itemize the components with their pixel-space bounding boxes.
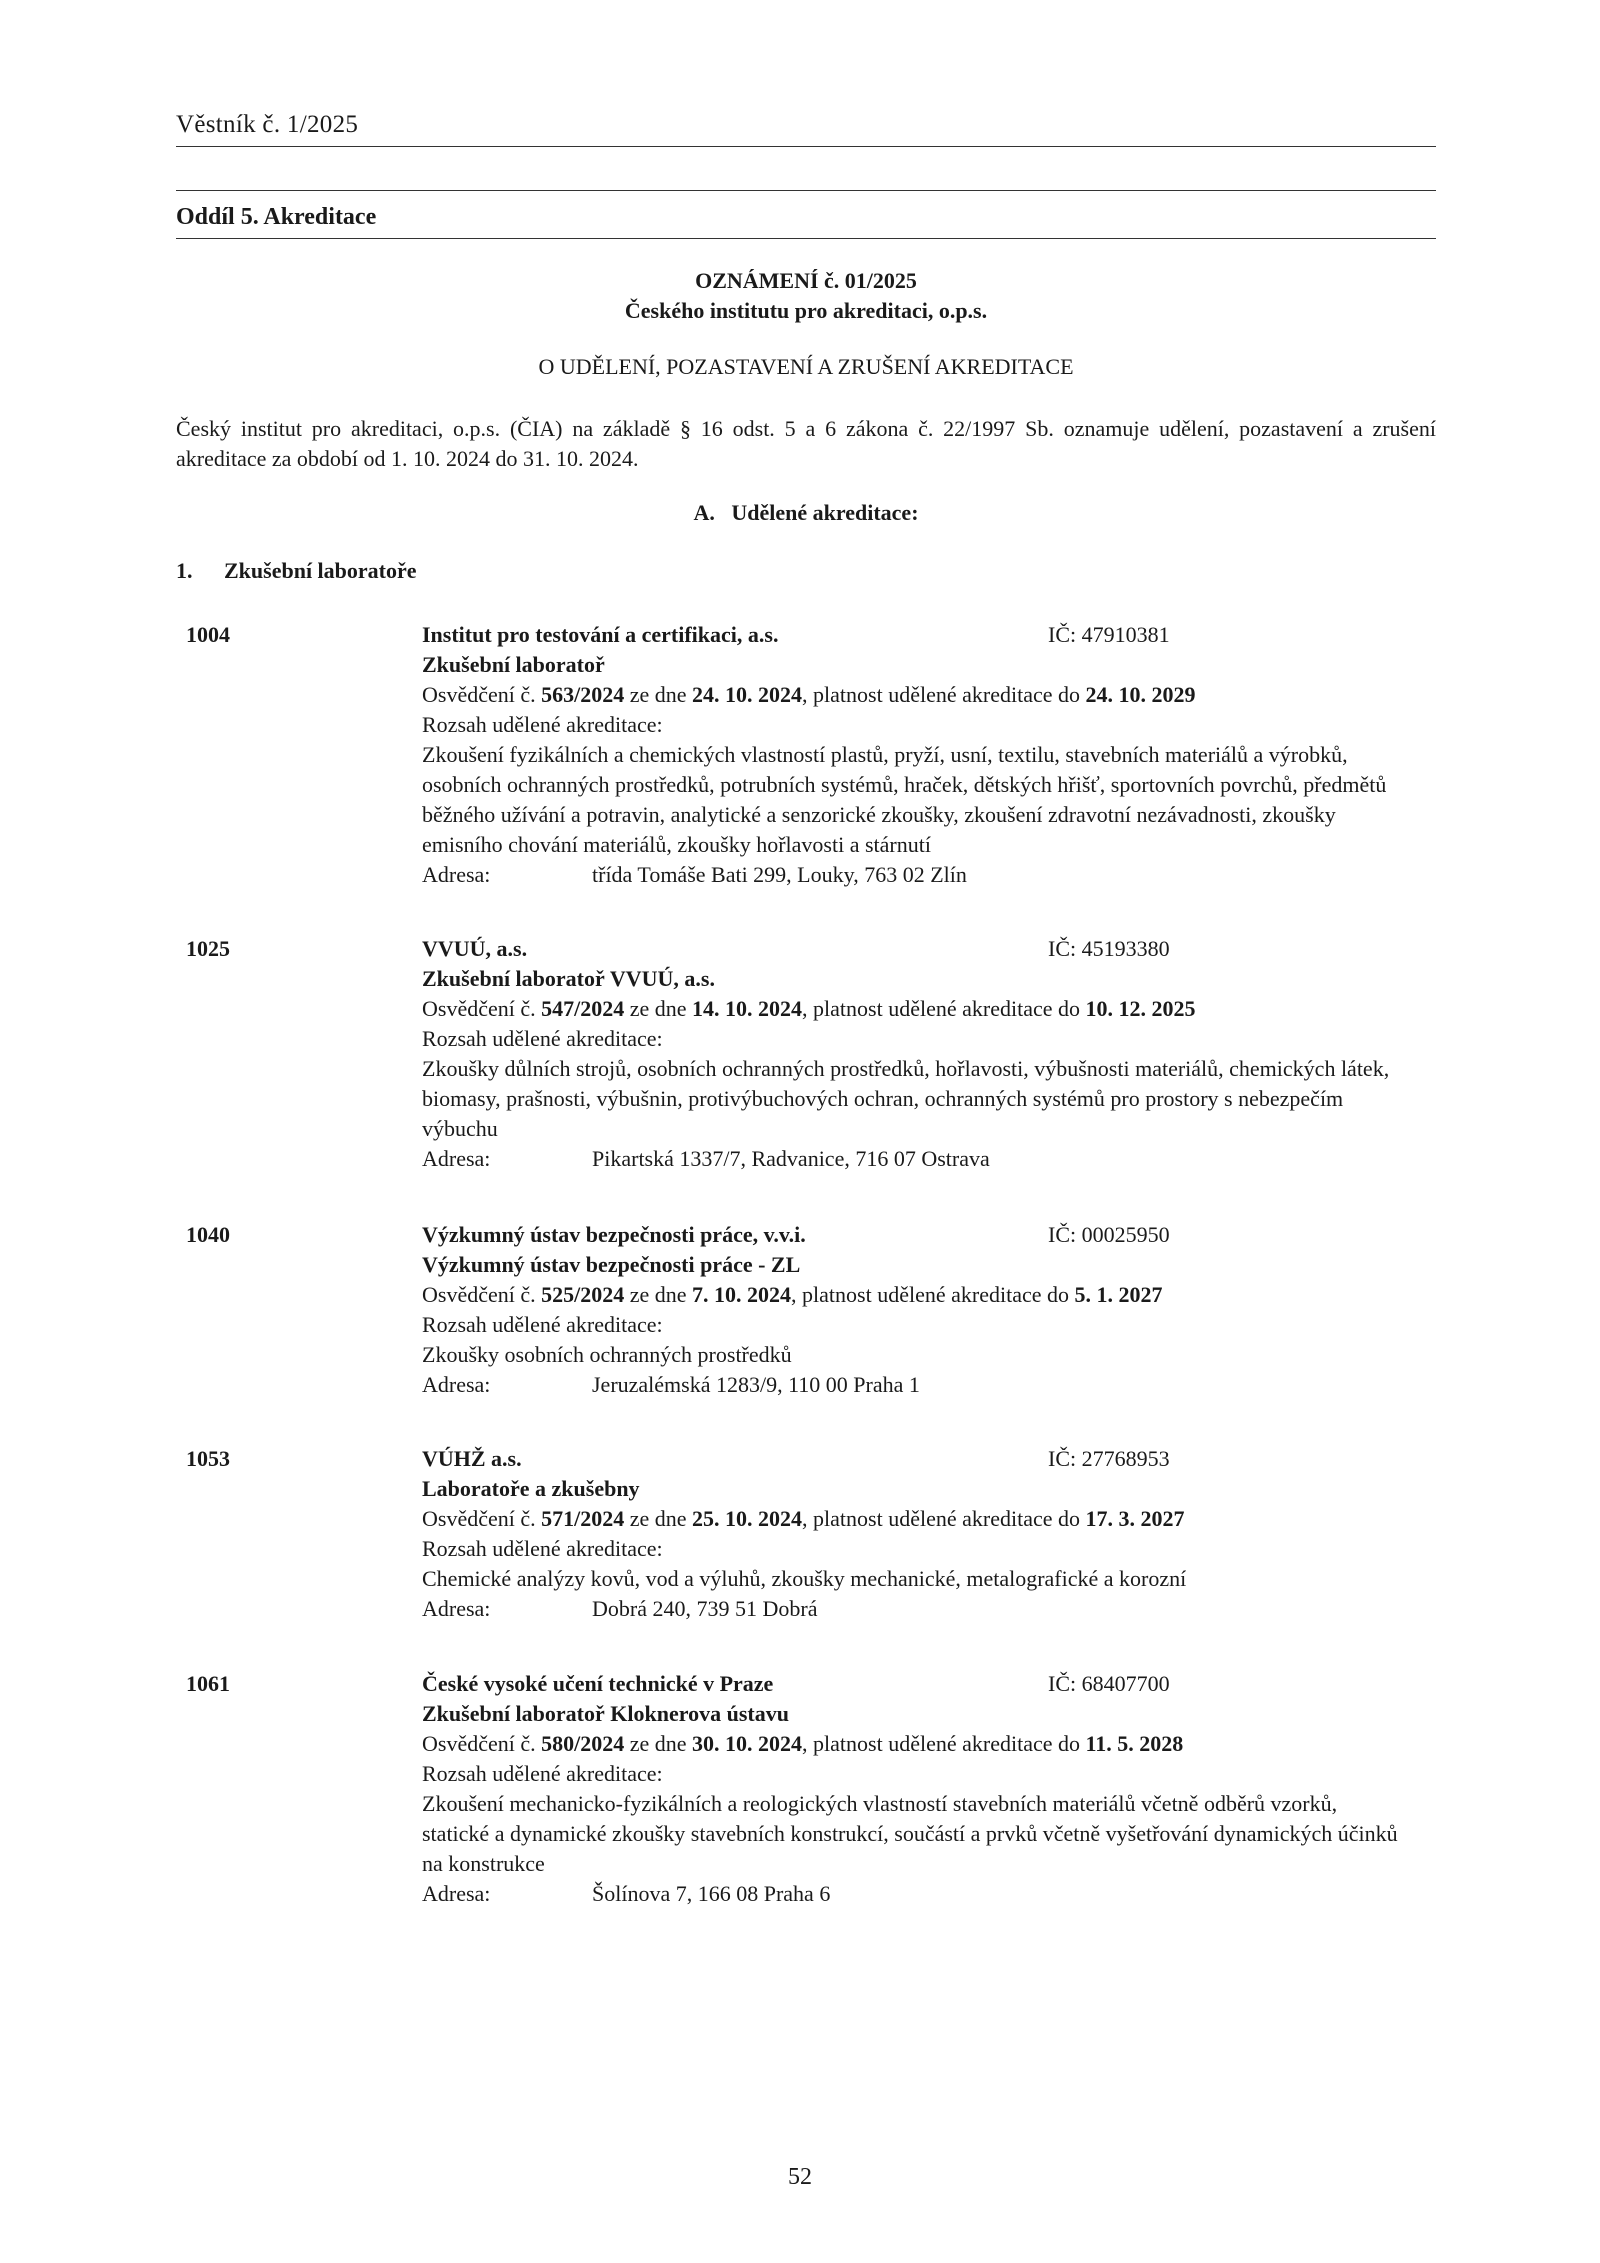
entry-unit: Zkušební laboratoř Kloknerova ústavu [422,1701,789,1726]
section-bottom-rule [176,238,1436,239]
cert-prefix: Osvědčení č. [422,1506,542,1531]
cert-number: 525/2024 [541,1282,625,1307]
cert-prefix: Osvědčení č. [422,996,542,1021]
entry-scope: Zkoušky důlních strojů, osobních ochranných prostředků, hořlavosti, výbušnosti materiálů, chemických látek, biomasy, prašnosti, výbušnin, protivýbuchových ochran, ochranných systémů pro prostory s nebezpečím výbuchu [422,1056,1390,1141]
entry-company-id: IČ: 47910381 [1048,622,1170,647]
cert-number: 563/2024 [541,682,625,707]
entry-organization: VVUÚ, a.s. [422,936,528,961]
cert-prefix: Osvědčení č. [422,682,542,707]
scope-label: Rozsah udělené akreditace: [422,1312,663,1337]
subsection-title [176,558,417,584]
cert-number: 547/2024 [541,996,625,1021]
address-value: Dobrá 240, 739 51 Dobrá [592,1596,818,1621]
entry-address [422,1879,1432,1909]
cert-validity-label: , platnost udělené akreditace do [802,682,1086,707]
scope-label: Rozsah udělené akreditace: [422,1761,663,1786]
entry-unit: Výzkumný ústav bezpečnosti práce - ZL [422,1252,801,1277]
entry-certificate [422,680,1432,710]
entry-company-id: IČ: 27768953 [1048,1446,1170,1471]
cert-date: 24. 10. 2024 [692,682,803,707]
page-number: 52 [788,2164,812,2190]
cert-valid-until: 11. 5. 2028 [1085,1731,1184,1756]
entry-certificate [422,1280,1432,1310]
cert-mid: ze dne [624,682,693,707]
cert-prefix: Osvědčení č. [422,1731,542,1756]
part-a-title: A. Udělené akreditace: [693,500,919,525]
page-header [176,110,1436,140]
scope-label: Rozsah udělené akreditace: [422,1026,663,1051]
entry-organization: VÚHŽ a.s. [422,1446,522,1471]
bulletin-title: Věstník č. 1/2025 [176,111,359,138]
entry-code: 1053 [186,1446,230,1471]
entry-scope: Zkoušení fyzikálních a chemických vlastností plastů, pryží, usní, textilu, stavebních materiálů a výrobků, osobních ochranných prostředků, potrubních systémů, hraček, dětských hřišť, sportovních povrchů, předmětů běžného užívání a potravin, analytické a senzorické zkoušky, zkoušení zdravotní nezávadnosti, zkoušky emisního chování materiálů, zkoušky hořlavosti a stárnutí [422,742,1387,857]
cert-validity-label: , platnost udělené akreditace do [802,1506,1086,1531]
entry-scope: Zkoušky osobních ochranných prostředků [422,1342,792,1367]
address-value: Pikartská 1337/7, Radvanice, 716 07 Ostrava [592,1146,990,1171]
entry-company-id: IČ: 45193380 [1048,936,1170,961]
scope-label: Rozsah udělené akreditace: [422,1536,663,1561]
entry-address [422,1144,1432,1174]
entry-code: 1025 [186,936,230,961]
section-title: Oddíl 5. Akreditace [176,204,377,230]
cert-date: 25. 10. 2024 [692,1506,803,1531]
entry-company-id: IČ: 68407700 [1048,1671,1170,1696]
address-value: Šolínova 7, 166 08 Praha 6 [592,1881,831,1906]
cert-date: 30. 10. 2024 [692,1731,803,1756]
notice-title-line2: Českého institutu pro akreditaci, o.p.s. [624,298,988,323]
cert-mid: ze dne [624,1282,693,1307]
cert-date: 14. 10. 2024 [692,996,803,1021]
entry-body [422,1669,1432,1909]
entry-unit: Laboratoře a zkušebny [422,1476,640,1501]
cert-number: 580/2024 [541,1731,625,1756]
cert-validity-label: , platnost udělené akreditace do [802,996,1086,1021]
subsection-label: Zkušební laboratoře [224,558,417,583]
entry-organization: Výzkumný ústav bezpečnosti práce, v.v.i. [422,1222,806,1247]
notice-title-line1: OZNÁMENÍ č. 01/2025 [695,268,917,293]
address-label: Adresa: [422,1146,491,1171]
entry-address [422,1370,1432,1400]
entry-code: 1004 [186,622,230,647]
entry-organization: České vysoké učení technické v Praze [422,1671,774,1696]
notice-title [176,266,1436,326]
entry-body [422,620,1432,890]
entry-organization: Institut pro testování a certifikaci, a.s. [422,622,779,647]
entry-address [422,860,1432,890]
subsection-number: 1. [176,558,193,583]
cert-valid-until: 17. 3. 2027 [1085,1506,1185,1531]
cert-valid-until: 5. 1. 2027 [1074,1282,1163,1307]
entry-body [422,934,1432,1174]
address-label: Adresa: [422,862,491,887]
cert-mid: ze dne [624,1506,693,1531]
cert-validity-label: , platnost udělené akreditace do [791,1282,1075,1307]
cert-mid: ze dne [624,996,693,1021]
entry-unit: Zkušební laboratoř [422,652,605,677]
entry-address [422,1594,1432,1624]
address-label: Adresa: [422,1881,491,1906]
section-top-rule [176,190,1436,191]
entry-scope: Zkoušení mechanicko-fyzikálních a reologických vlastností stavebních materiálů včetně odběrů vzorků, statické a dynamické zkoušky stavebních konstrukcí, součástí a prvků včetně vyšetřování dynamických účinků na konstrukce [422,1791,1398,1876]
entry-scope: Chemické analýzy kovů, vod a výluhů, zkoušky mechanické, metalografické a korozní [422,1566,1187,1591]
notice-intro: Český institut pro akreditaci, o.p.s. (ČIA) na základě § 16 odst. 5 a 6 zákona č. 22/1997 Sb. oznamuje udělení, pozastavení a zrušení akreditace za období od 1. 10. 2024 do 31. 10. 2024. [176,416,1436,471]
address-label: Adresa: [422,1596,491,1621]
cert-number: 571/2024 [541,1506,625,1531]
cert-mid: ze dne [624,1731,693,1756]
header-rule [176,146,1436,147]
entry-certificate [422,1729,1432,1759]
scope-label: Rozsah udělené akreditace: [422,712,663,737]
entry-body [422,1220,1432,1400]
notice-subtitle: O UDĚLENÍ, POZASTAVENÍ A ZRUŠENÍ AKREDITACE [538,354,1074,379]
cert-prefix: Osvědčení č. [422,1282,542,1307]
entry-code: 1040 [186,1222,230,1247]
address-label: Adresa: [422,1372,491,1397]
cert-date: 7. 10. 2024 [692,1282,792,1307]
entry-company-id: IČ: 00025950 [1048,1222,1170,1247]
entry-certificate [422,1504,1432,1534]
address-value: třída Tomáše Bati 299, Louky, 763 02 Zlín [592,862,967,887]
cert-valid-until: 10. 12. 2025 [1085,996,1196,1021]
entry-code: 1061 [186,1671,230,1696]
entry-unit: Zkušební laboratoř VVUÚ, a.s. [422,966,715,991]
entry-body [422,1444,1432,1624]
entry-certificate [422,994,1432,1024]
cert-valid-until: 24. 10. 2029 [1085,682,1196,707]
cert-validity-label: , platnost udělené akreditace do [802,1731,1086,1756]
address-value: Jeruzalémská 1283/9, 110 00 Praha 1 [592,1372,920,1397]
